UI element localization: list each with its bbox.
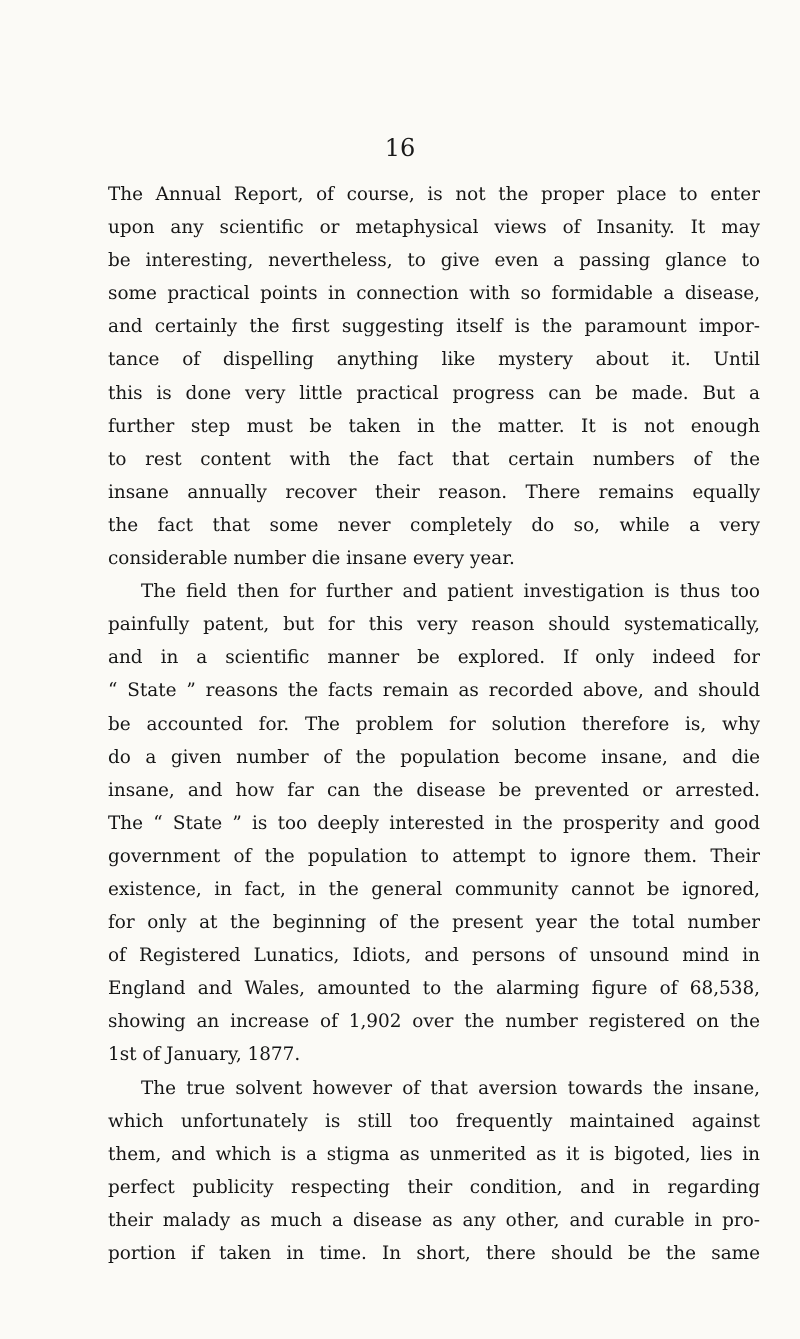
text-line: them, and which is a stigma as unmerited as it is bigoted, lies in (108, 1143, 760, 1165)
text-line: The Annual Report, of course, is not the proper place to enter (108, 184, 760, 205)
text-line: for only at the beginning of the present year the total number (108, 912, 760, 934)
text-line: and in a scientific manner be explored. If only indeed for (108, 647, 760, 669)
text-line: 1st of January, 1877. (108, 1044, 301, 1066)
text-line: showing an increase of 1,902 over the number registered on the (108, 1011, 760, 1033)
text-line: The true solvent however of that aversion towards the insane, (141, 1077, 760, 1099)
text-line: further step must be taken in the matter. It is not enough (108, 415, 760, 437)
text-line: upon any scientific or metaphysical views of Insanity. It may (108, 217, 760, 239)
text-line: insane annually recover their reason. There remains equally (108, 481, 760, 503)
text-line: insane, and how far can the disease be prevented or arrested. (108, 779, 760, 801)
text-line: The field then for further and patient investigation is thus too (141, 581, 760, 603)
text-line: of Registered Lunatics, Idiots, and persons of unsound mind in (108, 945, 760, 967)
text-line: “ State ” reasons the facts remain as recorded above, and should (108, 680, 760, 702)
text-line: considerable number die insane every year. (108, 548, 515, 570)
text-line: their malady as much a disease as any other, and curable in pro- (108, 1209, 760, 1231)
text-line: government of the population to attempt to ignore them. Their (108, 845, 760, 867)
text-line: be interesting, nevertheless, to give even a passing glance to (108, 250, 760, 272)
text-line: some practical points in connection with so formidable a disease, (108, 283, 760, 305)
text-line: which unfortunately is still too frequently maintained against (108, 1110, 760, 1132)
text-line: tance of dispelling anything like mystery about it. Until (108, 349, 760, 371)
text-line: portion if taken in time. In short, there should be the same (108, 1243, 760, 1264)
text-line: do a given number of the population become insane, and die (108, 746, 760, 768)
text-line: to rest content with the fact that certain numbers of the (108, 448, 760, 470)
text-line: existence, in fact, in the general community cannot be ignored, (108, 878, 760, 900)
text-line: perfect publicity respecting their condition, and in regarding (108, 1176, 760, 1198)
text-line: be accounted for. The problem for solution therefore is, why (108, 713, 760, 735)
body-text (108, 178, 760, 1270)
text-line: this is done very little practical progress can be made. But a (108, 382, 760, 404)
text-line: and certainly the first suggesting itself is the paramount impor- (108, 316, 760, 338)
text-line: painfully patent, but for this very reason should systematically, (108, 614, 760, 636)
text-line: England and Wales, amounted to the alarming figure of 68,538, (108, 978, 760, 1000)
text-line: The “ State ” is too deeply interested in the prosperity and good (108, 812, 760, 834)
text-line: the fact that some never completely do so, while a very (108, 514, 760, 536)
page-number: 16 (384, 134, 416, 162)
